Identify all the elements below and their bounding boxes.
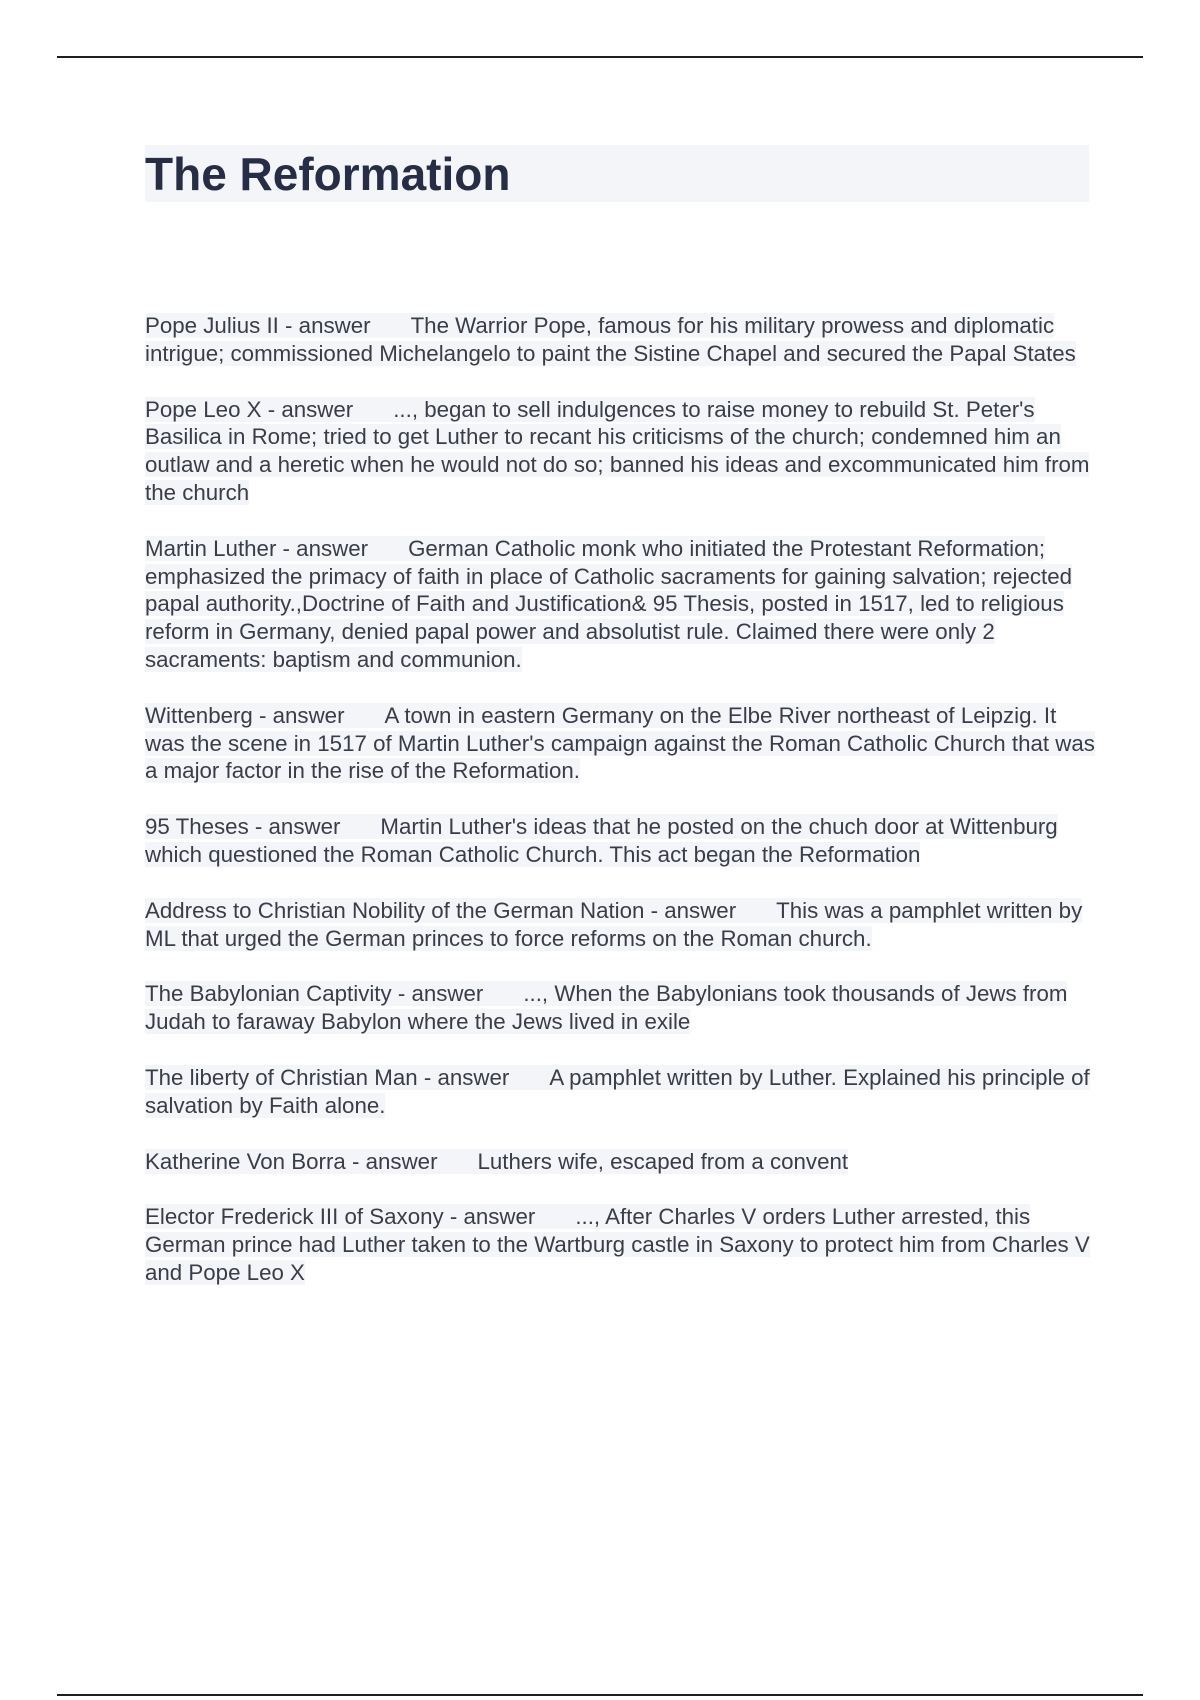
list-item <box>145 396 1095 507</box>
entry-definition: The Warrior Pope, famous for his military prowess and diplomatic intrigue; commissioned Michelangelo to paint the Sistine Chapel and secured the Papal States <box>145 313 1076 366</box>
page-title: The Reformation <box>145 148 511 200</box>
top-rule <box>57 56 1143 58</box>
entry-definition: German Catholic monk who initiated the Protestant Reformation; emphasized the primacy of faith in place of Catholic sacraments for gaining salvation; rejected papal authority.,Doctrine of Faith and Justification& 95 Thesis, posted in 1517, led to religious reform in Germany, denied papal power and absolutist rule. Claimed there were only 2 sacraments: baptism and communion. <box>145 535 1073 672</box>
entry-term: Pope Julius II - answer <box>145 313 371 338</box>
list-item <box>145 702 1095 785</box>
entry-term: Pope Leo X - answer <box>145 396 354 422</box>
entry-term: The Babylonian Captivity - answer <box>145 981 484 1007</box>
entry-term: Wittenberg - answer <box>145 702 345 728</box>
bottom-rule <box>57 1694 1143 1696</box>
flashcard-list <box>145 312 1095 1315</box>
list-item <box>145 1064 1095 1120</box>
list-item <box>145 1203 1095 1286</box>
entry-term: Martin Luther - answer <box>145 535 369 561</box>
entry-definition: A pamphlet written by Luther. Explained his principle of salvation by Faith alone. <box>145 1064 1090 1118</box>
list-item <box>145 980 1095 1036</box>
list-item <box>145 1148 1095 1176</box>
entry-term: The liberty of Christian Man - answer <box>145 1064 510 1090</box>
entry-term: Address to Christian Nobility of the German Nation - answer <box>145 897 737 923</box>
entry-definition: A town in eastern Germany on the Elbe River northeast of Leipzig. It was the scene in 1517 of Martin Luther's campaign against the Roman Catholic Church that was a major factor in the rise of the Reformation. <box>145 702 1095 784</box>
list-item <box>145 535 1095 674</box>
entry-term: Elector Frederick III of Saxony - answer <box>145 1204 536 1230</box>
list-item <box>145 897 1095 953</box>
entry-definition: ..., began to sell indulgences to raise money to rebuild St. Peter's Basilica in Rome; tried to get Luther to recant his criticisms of the church; condemned him an outlaw and a heretic when he would not do so; banned his ideas and excommunicated him from the church <box>145 396 1090 505</box>
entry-definition: ..., When the Babylonians took thousands of Jews from Judah to faraway Babylon where the Jews lived in exile <box>145 981 1068 1035</box>
entry-term: Katherine Von Borra - answer <box>145 1148 438 1174</box>
entry-definition: This was a pamphlet written by ML that urged the German princes to force reforms on the Roman church. <box>145 897 1083 951</box>
entry-definition: Martin Luther's ideas that he posted on the chuch door at Wittenburg which questioned the Roman Catholic Church. This act began the Reformation <box>145 814 1058 867</box>
entry-term: 95 Theses - answer <box>145 814 341 840</box>
entry-definition: ..., After Charles V orders Luther arrested, this German prince had Luther taken to the Wartburg castle in Saxony to protect him from Charles V and Pope Leo X <box>145 1204 1090 1285</box>
entry-definition: Luthers wife, escaped from a convent <box>477 1148 849 1174</box>
list-item <box>145 813 1095 869</box>
list-item <box>145 312 1095 368</box>
